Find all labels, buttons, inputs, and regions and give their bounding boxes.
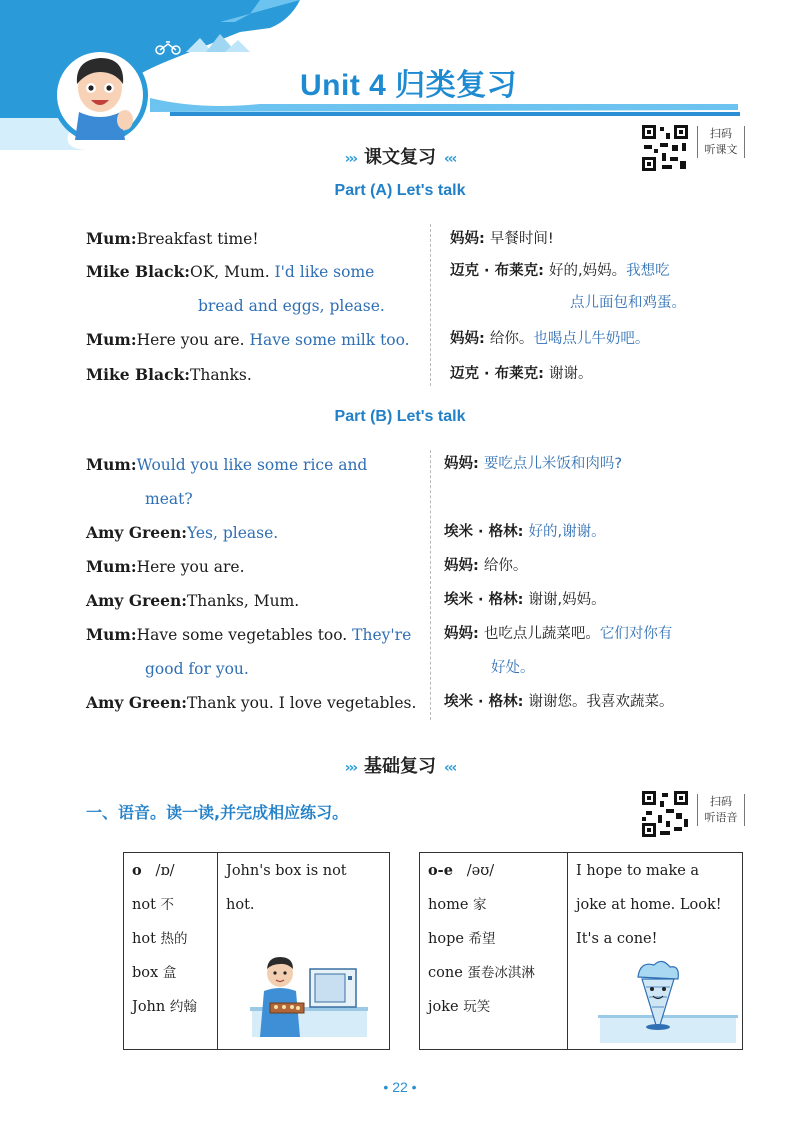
phonics-header: o-e /əʊ/ xyxy=(428,862,495,879)
phonics-header: o /ɒ/ xyxy=(132,862,175,879)
word-item: John 约翰 xyxy=(132,999,197,1015)
table-divider xyxy=(567,853,568,1049)
arrow-left-icon: ‹‹‹ xyxy=(444,760,456,776)
dialogue-line: Amy Green:Yes, please. xyxy=(86,523,279,542)
sentence-line: It's a cone! xyxy=(576,931,658,947)
phonics-table-o-e xyxy=(419,852,743,1050)
column-divider xyxy=(430,224,431,386)
arrow-left-icon: ‹‹‹ xyxy=(444,151,456,167)
dialogue-line: Mum:Breakfast time! xyxy=(86,229,259,248)
part-a-title: Part (A) Let's talk xyxy=(334,182,466,199)
qr-code-icon xyxy=(640,789,690,839)
column-divider xyxy=(430,450,431,720)
word-item: hope 希望 xyxy=(428,931,496,947)
boy-mascot-icon xyxy=(45,40,155,140)
dialogue-line: Mum:Here you are. Have some milk too. xyxy=(86,330,410,349)
dialogue-line: Mike Black:OK, Mum. I'd like some xyxy=(86,262,375,281)
dialogue-line-cont: good for you. xyxy=(145,660,249,678)
dialogue-line: Mum:Would you like some rice and xyxy=(86,455,368,474)
translation-line: 妈妈: 早餐时间! xyxy=(450,231,554,247)
dialogue-line: Amy Green:Thanks, Mum. xyxy=(86,591,300,610)
dialogue-line: Mum:Here you are. xyxy=(86,557,245,576)
translation-line: 妈妈: 要吃点儿米饭和肉吗? xyxy=(444,456,623,472)
dialogue-line: Amy Green:Thank you. I love vegetables. xyxy=(86,693,417,712)
sentence-line: hot. xyxy=(226,897,255,913)
qr-scan-label: 扫码 听语音 xyxy=(697,794,745,826)
translation-line: 埃米 · 格林: 好的,谢谢。 xyxy=(444,524,606,540)
ice-cream-cone-illustration xyxy=(598,955,738,1045)
arrow-right-icon: ››› xyxy=(344,151,356,167)
translation-line: 埃米 · 格林: 谢谢您。我喜欢蔬菜。 xyxy=(444,694,674,710)
dialogue-line: Mum:Have some vegetables too. They're xyxy=(86,625,412,644)
translation-line: 妈妈: 给你。也喝点儿牛奶吧。 xyxy=(450,331,650,347)
translation-line: 妈妈: 给你。 xyxy=(444,558,528,574)
dialogue-line-cont: meat? xyxy=(145,490,193,508)
part-b-title: Part (B) Let's talk xyxy=(334,408,466,425)
translation-line: 迈克 · 布莱克: 好的,妈妈。我想吃 xyxy=(450,263,670,279)
word-item: hot 热的 xyxy=(132,931,188,947)
translation-line: 妈妈: 也吃点儿蔬菜吧。它们对你有 xyxy=(444,626,673,642)
sentence-line: joke at home. Look! xyxy=(576,897,722,913)
translation-line: 埃米 · 格林: 谢谢,妈妈。 xyxy=(444,592,606,608)
translation-line-cont: 好处。 xyxy=(491,660,535,676)
translation-line-cont: 点儿面包和鸡蛋。 xyxy=(570,295,686,311)
arrow-right-icon: ››› xyxy=(344,760,356,776)
task-title: 一、语音。读一读,并完成相应练习。 xyxy=(86,803,349,822)
dialogue-line: Mike Black:Thanks. xyxy=(86,365,252,384)
phonics-table-o xyxy=(123,852,390,1050)
word-item: joke 玩笑 xyxy=(428,999,491,1015)
table-divider xyxy=(217,853,218,1049)
word-item: not 不 xyxy=(132,897,175,913)
qr-scan-label: 扫码 听课文 xyxy=(697,126,745,158)
sentence-line: I hope to make a xyxy=(576,863,700,879)
word-item: home 家 xyxy=(428,897,487,913)
sentence-line: John's box is not xyxy=(226,863,347,879)
section-title-text-review: ››› 课文复习 ‹‹‹ xyxy=(344,147,456,168)
unit-title: Unit 4 归类复习 xyxy=(300,69,518,102)
section-title-basic-review: ››› 基础复习 ‹‹‹ xyxy=(344,756,456,777)
boy-with-box-illustration xyxy=(242,951,372,1041)
word-item: cone 蛋卷冰淇淋 xyxy=(428,965,535,981)
dialogue-line-cont: bread and eggs, please. xyxy=(198,297,385,315)
page-number: • 22 • xyxy=(383,1079,417,1095)
translation-line: 迈克 · 布莱克: 谢谢。 xyxy=(450,366,593,382)
word-item: box 盒 xyxy=(132,965,177,981)
